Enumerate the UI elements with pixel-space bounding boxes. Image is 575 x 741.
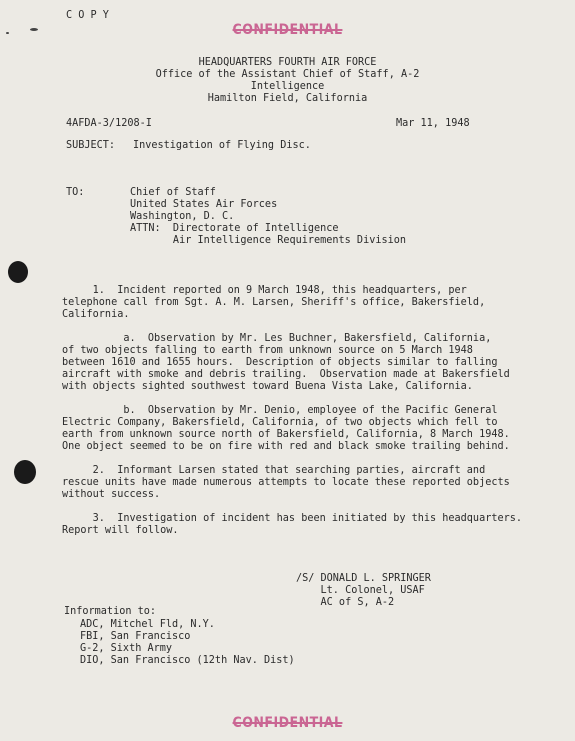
addressee-line: ATTN: Directorate of Intelligence xyxy=(130,223,339,234)
punch-hole xyxy=(8,261,28,283)
paragraph-line: of two objects falling to earth from unknown source on 5 March 1948 xyxy=(62,345,473,356)
paragraph-line: with objects sighted southwest toward Buena Vista Lake, California. xyxy=(62,381,473,392)
copy-label: C O P Y xyxy=(66,10,109,21)
paragraph-line: Electric Company, Bakersfield, California, of two objects which fell to xyxy=(62,417,498,428)
signature-line: AC of S, A-2 xyxy=(296,597,395,608)
signature-line: /S/ DONALD L. SPRINGER xyxy=(296,573,431,584)
to-label: TO: xyxy=(66,187,85,198)
confidential-stamp-top: CONFIDENTIAL xyxy=(232,22,343,38)
addressee-line: Air Intelligence Requirements Division xyxy=(130,235,407,246)
subject-text: Investigation of Flying Disc. xyxy=(133,140,311,151)
signature-line: Lt. Colonel, USAF xyxy=(296,585,425,596)
paragraph-line: telephone call from Sgt. A. M. Larsen, Sheriff's office, Bakersfield, xyxy=(62,297,486,308)
header-line-4: Hamilton Field, California xyxy=(207,93,368,104)
header-line-3: Intelligence xyxy=(250,81,325,92)
paragraph-line: Report will follow. xyxy=(62,525,179,536)
header-line-2: Office of the Assistant Chief of Staff, A-2 xyxy=(155,69,420,80)
reference-number: 4AFDA-3/1208-I xyxy=(66,118,152,129)
distribution-label: Information to: xyxy=(64,606,157,617)
header-line-1: HEADQUARTERS FOURTH AIR FORCE xyxy=(198,57,377,68)
addressee-line: Chief of Staff xyxy=(130,187,216,198)
distribution-item: G-2, Sixth Army xyxy=(80,643,173,654)
paragraph-line: a. Observation by Mr. Les Buchner, Bakersfield, California, xyxy=(62,333,492,344)
subject-label: SUBJECT: xyxy=(66,140,116,151)
punch-hole xyxy=(14,460,36,484)
document-date: Mar 11, 1948 xyxy=(396,118,470,129)
distribution-item: ADC, Mitchel Fld, N.Y. xyxy=(80,619,215,630)
paragraph-line: earth from unknown source north of Bakersfield, California, 8 March 1948. xyxy=(62,429,510,440)
paragraph-line: One object seemed to be on fire with red and black smoke trailing behind. xyxy=(62,441,510,452)
paragraph-line: 1. Incident reported on 9 March 1948, this headquarters, per xyxy=(62,285,467,296)
addressee-line: Washington, D. C. xyxy=(130,211,235,222)
paragraph-line: aircraft with smoke and debris trailing. Observation made at Bakersfield xyxy=(62,369,510,380)
distribution-item: DIO, San Francisco (12th Nav. Dist) xyxy=(80,655,295,666)
paragraph-line: California. xyxy=(62,309,130,320)
paragraph-line: 3. Investigation of incident has been initiated by this headquarters. xyxy=(62,513,523,524)
distribution-item: FBI, San Francisco xyxy=(80,631,191,642)
paragraph-line: rescue units have made numerous attempts to locate these reported objects xyxy=(62,477,510,488)
addressee-line: United States Air Forces xyxy=(130,199,278,210)
paragraph-line: between 1610 and 1655 hours. Description of objects similar to falling xyxy=(62,357,498,368)
paragraph-line: without success. xyxy=(62,489,161,500)
paper-speck xyxy=(6,32,9,34)
paragraph-line: 2. Informant Larsen stated that searching parties, aircraft and xyxy=(62,465,486,476)
paragraph-line: b. Observation by Mr. Denio, employee of the Pacific General xyxy=(62,405,498,416)
confidential-stamp-bottom: CONFIDENTIAL xyxy=(232,715,343,731)
